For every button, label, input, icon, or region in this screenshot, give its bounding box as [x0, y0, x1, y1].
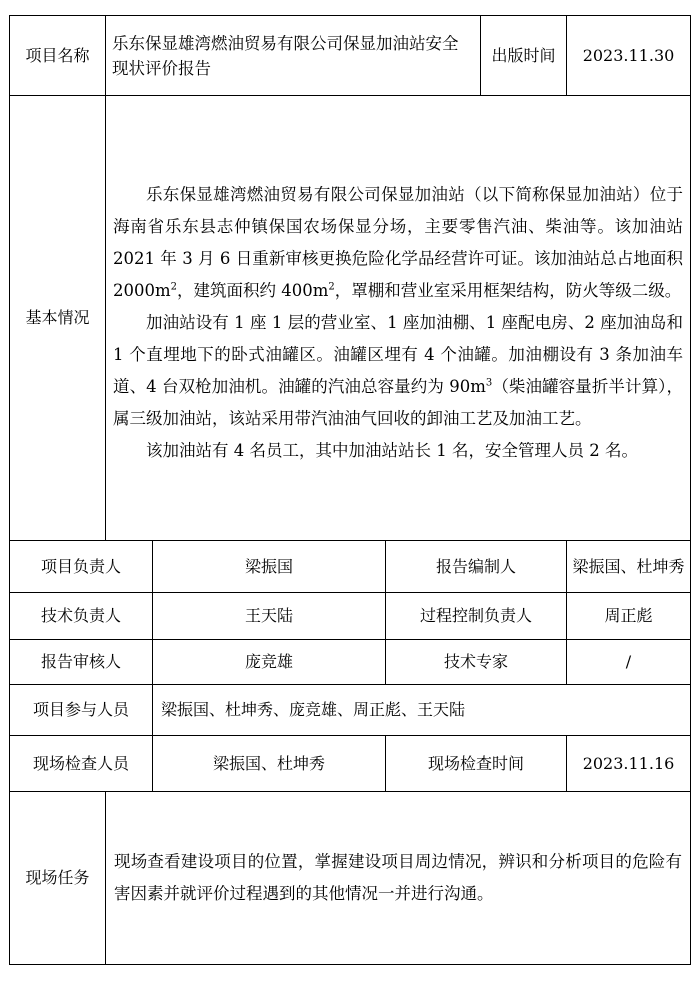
expert-value: /: [567, 640, 691, 685]
title-row: [10, 16, 691, 96]
task-label: 现场任务: [10, 792, 106, 965]
tech-label: 技术负责人: [10, 593, 153, 640]
inspect-time-label: 现场检查时间: [386, 736, 567, 792]
reviewer-label: 报告审核人: [10, 640, 153, 685]
task-row: [10, 792, 691, 965]
publish-time-label: 出版时间: [481, 16, 567, 96]
inspect-time-value: 2023.11.16: [567, 736, 691, 792]
basic-info-row: [10, 96, 691, 541]
paragraph-3: 该加油站有 4 名员工，其中加油站站长 1 名，安全管理人员 2 名。: [146, 441, 638, 460]
inspectors-value: 梁振国、杜坤秀: [153, 736, 386, 792]
reviewer-row: [10, 640, 691, 685]
info-table: [9, 15, 691, 965]
paragraph-2: 加油站设有 1 座 1 层的营业室、1 座加油棚、1 座配电房、2 座加油岛和 1 个直埋地下的卧式油罐区。油罐区埋有 4 个油罐。加油棚设有 3 条加油车道、4 台双枪加油机。油罐的汽油总容量约为 $90m^3$（柴油罐容量折半计算），属三级加油站，该站采用带汽油油气回收的卸油工艺及加油工艺。: [113, 313, 683, 428]
basic-info-content: [106, 96, 691, 541]
inspectors-label: 现场检查人员: [10, 736, 153, 792]
reviewer-value: 庞竞雄: [153, 640, 386, 685]
tech-row: [10, 593, 691, 640]
leader-label: 项目负责人: [10, 541, 153, 593]
publish-time: 2023.11.30: [567, 16, 691, 96]
expert-label: 技术专家: [386, 640, 567, 685]
task-content: 现场查看建设项目的位置，掌握建设项目周边情况，辨识和分析项目的危险有害因素并就评价过程遇到的其他情况一并进行沟通。: [106, 792, 691, 965]
compiler-label: 报告编制人: [386, 541, 567, 593]
leader-value: 梁振国: [153, 541, 386, 593]
participants-row: [10, 685, 691, 736]
participants-label: 项目参与人员: [10, 685, 153, 736]
compiler-value: 梁振国、杜坤秀: [567, 541, 691, 593]
participants-value: 梁振国、杜坤秀、庞竞雄、周正彪、王天陆: [153, 685, 691, 736]
paragraph-1: 乐东保显雄湾燃油贸易有限公司保显加油站（以下简称保显加油站）位于海南省乐东县志仲镇保国农场保显分场，主要零售汽油、柴油等。该加油站 2021 年 3 月 6 日重新审核更换危险化学品经营许可证。该加油站总占地面积 $2000m^2$，建筑面积约 $400m^2$，罩棚和营业室采用框架结构，防火等级二级。: [113, 185, 683, 300]
basic-info-label: 基本情况: [10, 96, 106, 541]
process-value: 周正彪: [567, 593, 691, 640]
process-label: 过程控制负责人: [386, 593, 567, 640]
project-name: 乐东保显雄湾燃油贸易有限公司保显加油站安全现状评价报告: [106, 16, 481, 96]
project-name-label: 项目名称: [10, 16, 106, 96]
document: [9, 15, 690, 965]
inspection-row: [10, 736, 691, 792]
tech-value: 王天陆: [153, 593, 386, 640]
leader-row: [10, 541, 691, 593]
